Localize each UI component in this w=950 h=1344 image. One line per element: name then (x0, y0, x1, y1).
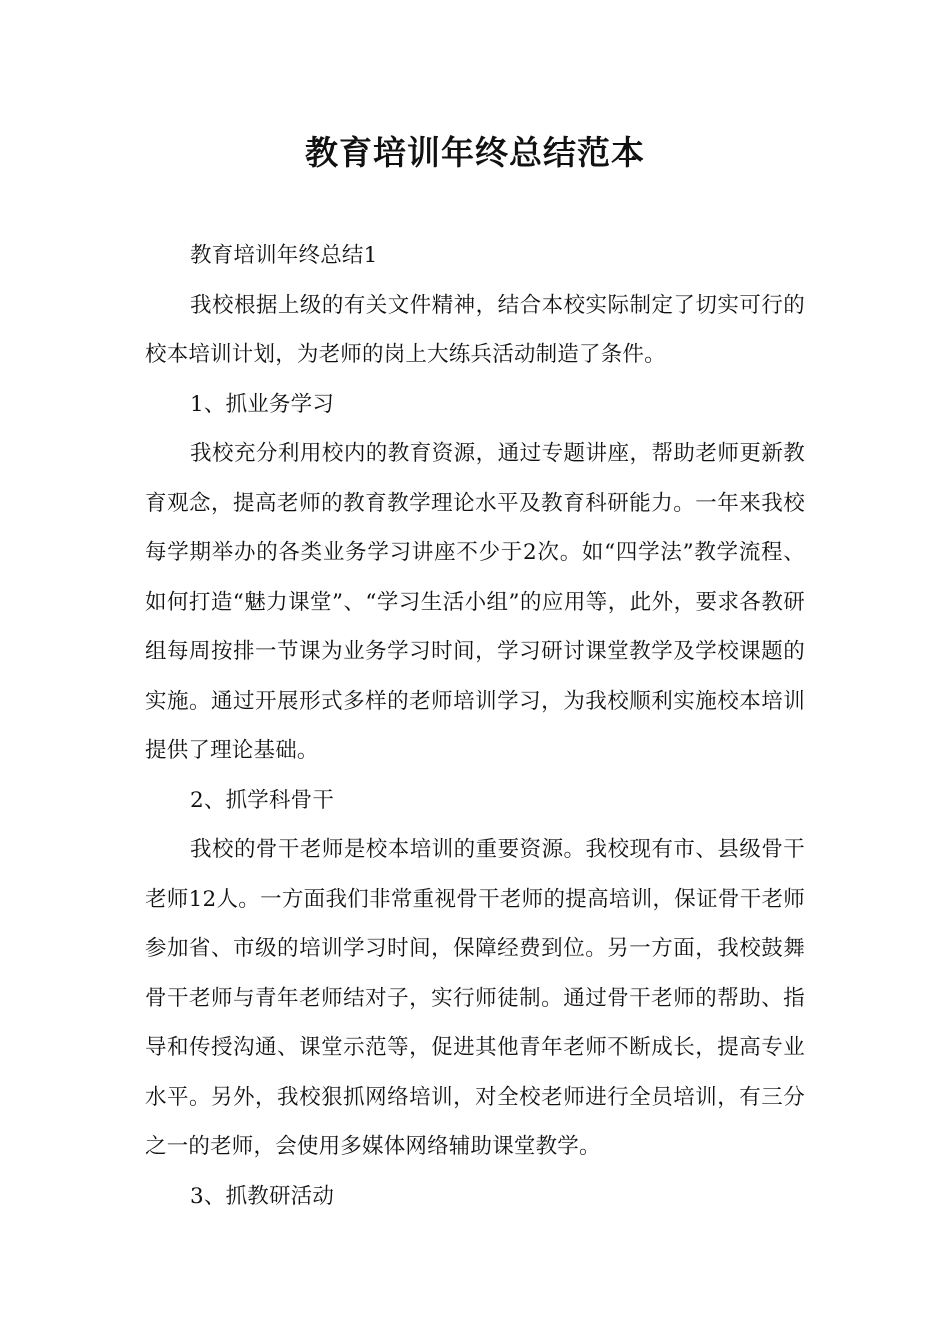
paragraph: 我校根据上级的有关文件精神，结合本校实际制定了切实可行的校本培训计划，为老师的岗上大练兵活动制造了条件。 (145, 292, 805, 367)
paragraph: 我校充分利用校内的教育资源，通过专题讲座，帮助老师更新教育观念，提高老师的教育教学理论水平及教育科研能力。一年来我校每学期举办的各类业务学习讲座不少于2次。如“四学法”教学流程、如何打造“魅力课堂”、“学习生活小组”的应用等，此外，要求各教研组每周按排一节课为业务学习时间，学习研讨课堂教学及学校课题的实施。通过开展形式多样的老师培训学习，为我校顺利实施校本培训提供了理论基础。 (145, 441, 805, 763)
document-title: 教育培训年终总结范本 (305, 133, 645, 172)
item-heading: 2、抓学科骨干 (190, 787, 335, 813)
paragraph: 我校的骨干老师是校本培训的重要资源。我校现有市、县级骨干老师12人。一方面我们非常重视骨干老师的提高培训，保证骨干老师参加省、市级的培训学习时间，保障经费到位。另一方面，我校鼓舞骨干老师与青年老师结对子，实行师徒制。通过骨干老师的帮助、指导和传授沟通、课堂示范等，促进其他青年老师不断成长，提高专业水平。另外，我校狠抓网络培训，对全校老师进行全员培训，有三分之一的老师，会使用多媒体网络辅助课堂教学。 (145, 837, 805, 1159)
section-heading: 教育培训年终总结1 (190, 243, 378, 268)
item-heading: 3、抓教研活动 (190, 1183, 335, 1209)
item-heading: 1、抓业务学习 (190, 391, 335, 417)
document-body (145, 231, 805, 1221)
